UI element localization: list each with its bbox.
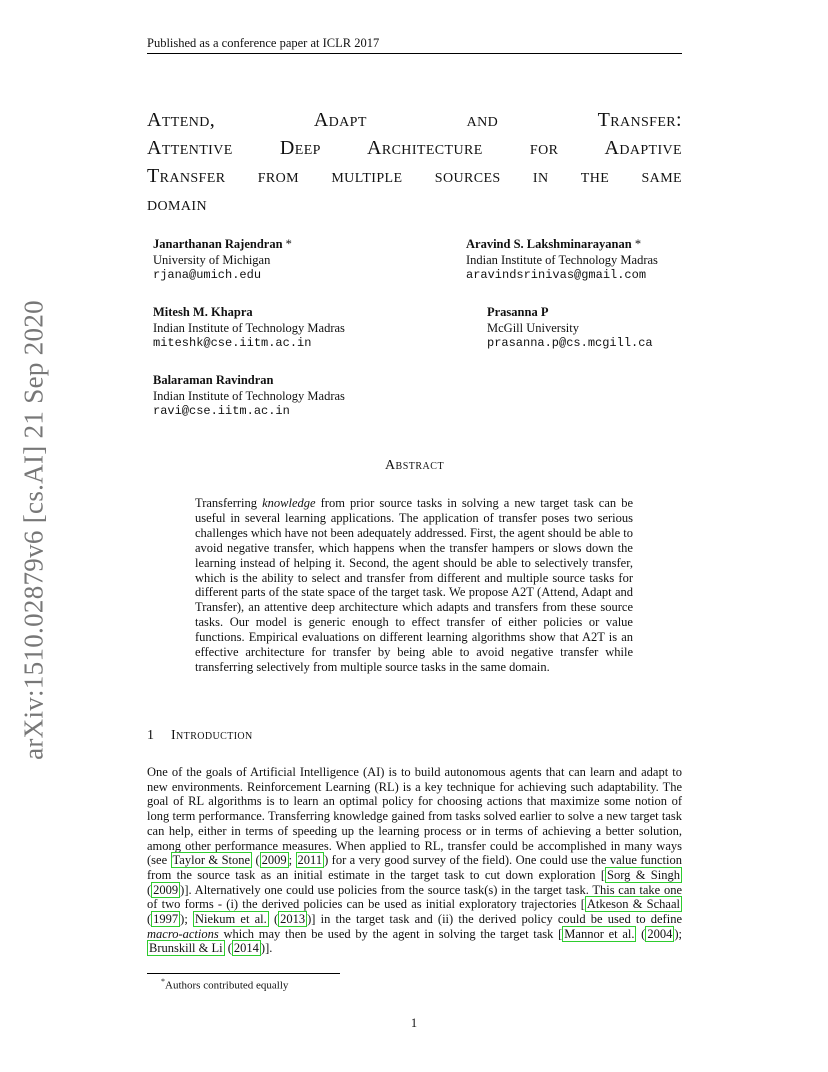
citation-link[interactable]: Sorg & Singh bbox=[607, 867, 680, 882]
citation-link[interactable]: 2009 bbox=[261, 853, 287, 868]
citation-link[interactable]: 2013 bbox=[280, 912, 306, 927]
author-affiliation: Indian Institute of Technology Madras bbox=[466, 252, 658, 267]
author-email[interactable]: ravi@cse.iitm.ac.in bbox=[153, 404, 290, 419]
title-line-4: domain bbox=[147, 193, 207, 215]
abstract-text bbox=[195, 496, 633, 675]
intro-emphasis: macro-actions bbox=[147, 926, 219, 941]
author-name: Mitesh M. Khapra bbox=[153, 305, 253, 319]
header-rule bbox=[147, 53, 682, 54]
citation-link[interactable]: 1997 bbox=[153, 912, 179, 927]
citation-link[interactable]: 2014 bbox=[233, 941, 259, 956]
title-line-1: Attend, Adapt and Transfer: bbox=[147, 109, 682, 131]
author-email[interactable]: rjana@umich.edu bbox=[153, 268, 262, 283]
citation-link[interactable]: Niekum et al. bbox=[194, 912, 267, 927]
abstract-heading: Abstract bbox=[384, 458, 445, 473]
title-line-2: Attentive Deep Architecture for Adaptive bbox=[147, 137, 682, 159]
abstract-part: Transferring bbox=[195, 496, 263, 510]
page-number: 1 bbox=[410, 1016, 418, 1030]
section-heading bbox=[147, 728, 253, 744]
author-name: Balaraman Ravindran bbox=[153, 373, 274, 387]
citation-link[interactable]: Brunskill & Li bbox=[149, 941, 223, 956]
footnote-mark: * bbox=[161, 977, 165, 986]
running-header: Published as a conference paper at ICLR 2017 bbox=[147, 36, 380, 50]
footnote-rule bbox=[147, 973, 340, 974]
author-block bbox=[153, 305, 345, 352]
author-name: Prasanna P bbox=[487, 305, 549, 319]
citation-link[interactable]: 2009 bbox=[153, 882, 179, 897]
intro-text: ]. Alternatively one could use policies from the source task(s) in the target task. This can take one of two forms - (i) the derived policies can be used as initial exploratory trajectories [ bbox=[147, 882, 682, 912]
author-affiliation: Indian Institute of Technology Madras bbox=[153, 388, 345, 403]
arxiv-sidebar bbox=[4, 300, 64, 760]
intro-text: One of the goals of Artificial Intelligence (AI) is to build autonomous agents that can learn and adapt to new environments. Reinforcement Learning (RL) is a key technique for achieving such adaptability. The goal of RL algorithms is to learn an optimal policy for choosing actions that maximize some notion of long term performance. Transferring knowledge gained from tasks solved earlier to solve a new target task can help, either in terms of speeding up the learning process or in terms of achieving a better solution, among other performance measures. When applied to RL, transfer could be accomplished in many ways (see bbox=[147, 765, 682, 868]
citation-link[interactable]: Atkeson & Schaal bbox=[586, 897, 680, 912]
author-email[interactable]: miteshk@cse.iitm.ac.in bbox=[153, 336, 312, 351]
arxiv-id[interactable]: arXiv:1510.02879v6 [cs.AI] 21 Sep 2020 bbox=[18, 300, 49, 760]
intro-text: ]. bbox=[265, 941, 273, 956]
citation-link[interactable]: Taylor & Stone bbox=[172, 853, 251, 868]
footnote bbox=[161, 977, 288, 992]
author-email[interactable]: aravindsrinivas@gmail.com bbox=[466, 268, 647, 283]
author-email[interactable]: prasanna.p@cs.mcgill.ca bbox=[487, 336, 653, 351]
author-name: Aravind S. Lakshminarayanan bbox=[466, 237, 632, 251]
citation-link[interactable]: Mannor et al. bbox=[564, 926, 635, 941]
citation-link[interactable]: 2004 bbox=[647, 926, 673, 941]
intro-text: ] in the target task and (ii) the derived policy could be used to define bbox=[311, 912, 682, 927]
author-block bbox=[487, 305, 653, 352]
intro-text: which may then be used by the agent in solving the target task [ bbox=[218, 926, 563, 941]
author-affiliation: University of Michigan bbox=[153, 252, 271, 267]
title-line-3: Transfer from multiple sources in the same bbox=[147, 165, 682, 187]
author-name: Janarthanan Rajendran bbox=[153, 237, 283, 251]
section-title: Introduction bbox=[171, 728, 253, 743]
citation-link[interactable]: 2011 bbox=[297, 853, 323, 868]
author-mark: * bbox=[631, 237, 642, 251]
intro-paragraph: One of the goals of Artificial Intelligence (AI) is to build autonomous agents that can learn and adapt to new environments. Reinforcement Learning (RL) is a key technique for achieving such adaptability. The goal of RL algorithms is to learn an optimal policy for choosing actions that maximize some notion of long term performance. Transferring knowledge gained from tasks solved earlier to solve a new target task can help, either in terms of speeding up the learning process or in terms of achieving a better solution, among other performance measures. When applied to RL, transfer could be accomplished in many ways (see Taylor & Stone ( 2009 ; 2011 ) for a very good survey of the field). One could use the value function from the source task as an initial estimate in the target task to cut down exploration [ Sorg & Singh ( 2009 )]. Alternatively one could use policies from the source task(s) in the target task. This can take one of two forms - (i) the derived policies can be used as initial exploratory trajectories [ Atkeson & Schaal ( 1997 ); Niekum et al. ( 2013 )] in the target task and (ii) the derived policy could be used to define macro-actions which may then be used by the agent in solving the target task [ Mannor et al. ( 2004 ); Brunskill & Li ( 2014 )]. bbox=[147, 765, 682, 956]
abstract-emphasis: knowledge bbox=[262, 496, 316, 510]
author-block bbox=[153, 237, 292, 284]
footnote-text: Authors contributed equally bbox=[165, 979, 289, 992]
section-number: 1 bbox=[147, 728, 155, 743]
intro-text: ) for a very good survey of the field). One could use the value function from the source task as an initial estimate in the target task to cut down exploration [ bbox=[147, 853, 682, 882]
paper-title bbox=[147, 106, 682, 218]
author-affiliation: Indian Institute of Technology Madras bbox=[153, 320, 345, 335]
author-mark: * bbox=[282, 237, 292, 251]
author-affiliation: McGill University bbox=[487, 320, 580, 335]
author-block bbox=[466, 237, 658, 284]
abstract-part: from prior source tasks in solving a new target task can be useful in several learning applications. The application of transfer poses two serious challenges which have not been adequately addressed. First, the agent should be able to avoid negative transfer, which happens when the transfer hampers or slows down the learning instead of helping it. Second, the agent should be able to selectively transfer, which is the ability to select and transfer from different and multiple source tasks for different parts of the state space of the target task. We propose A2T (Attend, Adapt and Transfer), an attentive deep architecture which adapts and transfers from these source tasks. Our model is generic enough to effect transfer of either policies or value functions. Empirical evaluations on different learning algorithms show that A2T is an effective architecture for transfer by being able to avoid negative transfer while transferring selectively from multiple source tasks in the same domain. bbox=[195, 496, 634, 674]
author-block bbox=[153, 373, 345, 420]
